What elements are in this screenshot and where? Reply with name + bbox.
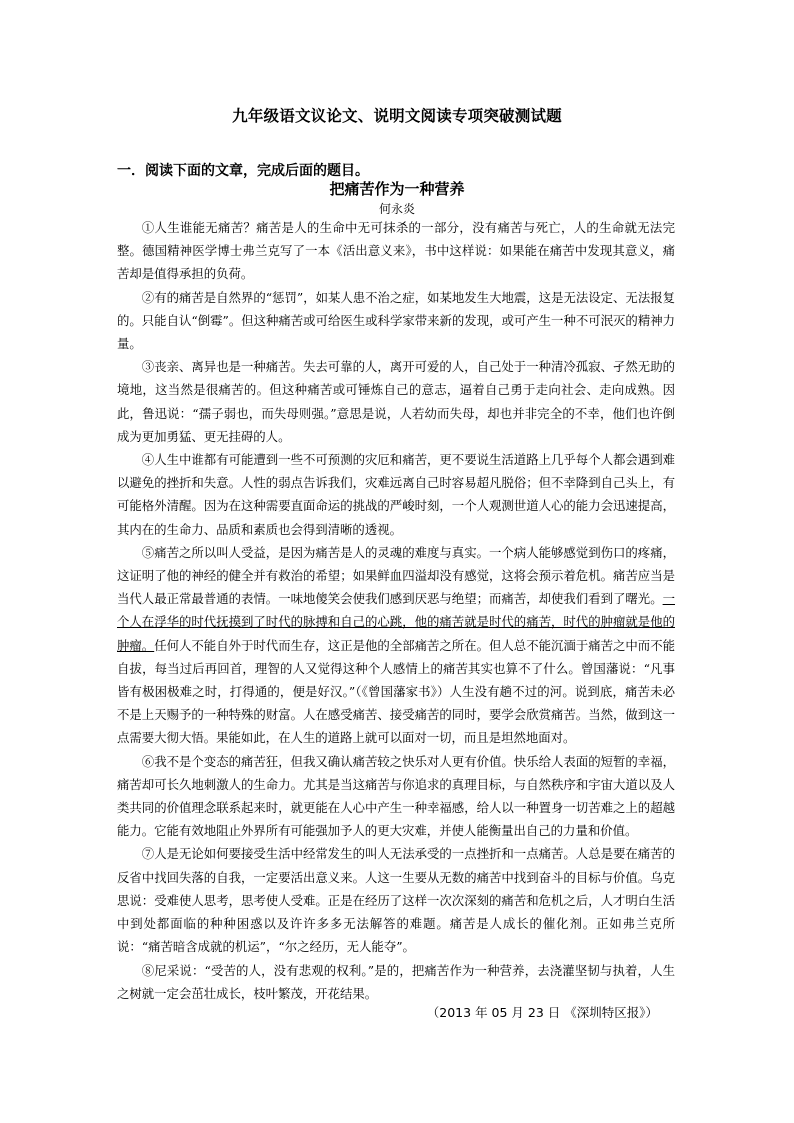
paragraph-5 (117, 541, 675, 750)
paragraph-8: ⑧尼采说：“受苦的人，没有悲观的权利。”是的，把痛苦作为一种营养，去浇灌坚韧与执着，人生之树就一定会茁壮成长，枝叶繁茂，开花结果。 (117, 962, 675, 1001)
paragraph-5-part-b: 任何人不能自外于时代而生存，这正是他的全部痛苦之所在。但人总不能沉湎于痛苦之中而不能自拔，每当过后再回首，理智的人又觉得这种个人感情上的痛苦其实也算不了什么。曾国藩说：“凡事皆有极困极难之时，打得通的，便是好汉。”（《曾国藩家书》）人生没有趟不过的河。说到底，痛苦未必不是上天赐予的一种特殊的财富。人在感受痛苦、接受痛苦的同时，要学会欣赏痛苦。当然，做到这一点需要大彻大悟。果能如此，在人生的道路上就可以面对一切，而且是坦然地面对。 (117, 637, 676, 746)
paragraph-5-part-a: ⑤痛苦之所以叫人受益，是因为痛苦是人的灵魂的难度与真实。一个病人能够感觉到伤口的疼痛，这证明了他的神经的健全并有救治的希望；如果鲜血四溢却没有感觉，这将会预示着危机。痛苦应当是当代人最正常最普通的表情。一味地傻笑会使我们感到厌恶与绝望；而痛苦，却使我们看到了曙光。 (117, 544, 675, 607)
paragraph-3: ③丧亲、离异也是一种痛苦。失去可靠的人，离开可爱的人，自己处于一种清冷孤寂、孑然无助的境地，这当然是很痛苦的。但这种痛苦或可锤炼自己的意志，逼着自己勇于走向社会、走向成熟。因此，鲁迅说：“孺子弱也，而失母则强。”意思是说，人若幼而失母，却也并非完全的不幸，他们也许倒成为更加勇猛、更无挂碍的人。 (117, 359, 675, 444)
paragraph-2: ②有的痛苦是自然界的“惩罚”，如某人患不治之症，如某地发生大地震，这是无法设定、无法报复的。只能自认“倒霉”。但这种痛苦或可给医生或科学家带来新的发现，或可产生一种不可泯灭的精神力量。 (117, 289, 675, 352)
paragraph-6: ⑥我不是个变态的痛苦狂，但我又确认痛苦较之快乐对人更有价值。快乐给人表面的短暂的幸福，痛苦却可长久地刺激人的生命力。尤其是当这痛苦与你追求的真理目标，与自然秩序和宇宙大道以及人类共同的价值理念联系起来时，就更能在人心中产生一种幸福感，给人以一种置身一切苦难之上的超越能力。它能有效地阻止外界所有可能强加予人的更大灾难，并使人能衡量出自己的力量和价值。 (117, 753, 675, 839)
document-title: 九年级语文议论文、说明文阅读专项突破测试题 (232, 107, 562, 125)
paragraph-1: ①人生谁能无痛苦？痛苦是人的生命中无可抹杀的一部分，没有痛苦与死亡，人的生命就无法完整。德国精神医学博士弗兰克写了一本《活出意义来》，书中这样说：如果能在痛苦中发现其意义，痛苦却是值得承担的负荷。 (117, 220, 675, 282)
underlined-sentence: 一个人在浮华的时代抚摸到了时代的脉搏和自己的心跳，他的痛苦就是时代的痛苦，时代的肿瘤就是他的肿瘤。 (117, 591, 675, 653)
article-title: 把痛苦作为一种营养 (329, 180, 465, 198)
paragraph-7: ⑦人是无论如何要接受生活中经常发生的叫人无法承受的一点挫折和一点痛苦。人总是要在痛苦的反省中找回失落的自我，一定要活出意义来。人这一生要从无数的痛苦中找到奋斗的目标与价值。乌克思说：受难使人思考，思考使人受难。正是在经历了这样一次次深刻的痛苦和危机之后，人才明白生活中到处都面临的种种困惑以及许许多多无法解答的难题。痛苦是人成长的催化剂。正如弗兰克所说：“痛苦暗含成就的机运”，“尔之经历，无人能夺”。 (117, 846, 675, 955)
article-body (117, 216, 675, 1005)
article-author: 何永炎 (378, 202, 415, 216)
source-citation: （2013 年 05 月 23 日 《深圳特区报》） (426, 1005, 658, 1020)
section-heading: 一．阅读下面的文章，完成后面的题目。 (117, 163, 369, 179)
paragraph-4: ④人生中谁都有可能遭到一些不可预测的灾厄和痛苦，更不要说生活道路上几乎每个人都会遇到难以避免的挫折和失意。人性的弱点告诉我们，灾难远离自己时容易超凡脱俗；但不幸降到自己头上，有可能格外清醒。因为在这种需要直面命运的挑战的严峻时刻，一个人观测世道人心的能力会迅速提高，其内在的生命力、品质和素质也会得到清晰的透视。 (117, 452, 675, 537)
